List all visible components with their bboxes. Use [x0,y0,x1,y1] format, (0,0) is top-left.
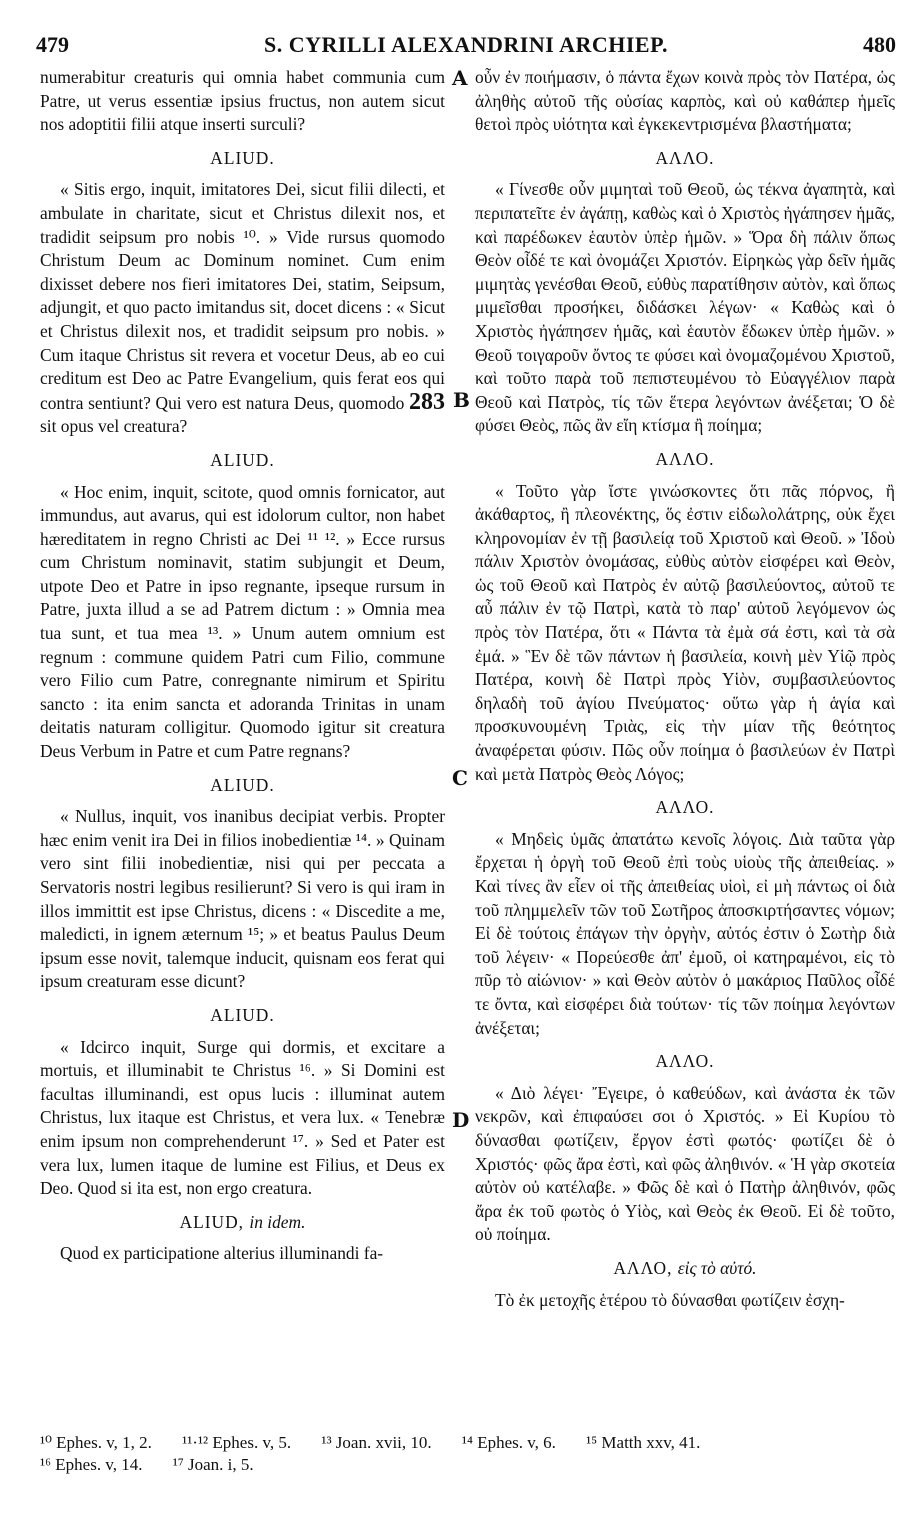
latin-paragraph-1 [40,178,445,439]
greek-heading-5-label: ΑΛΛΟ, [613,1257,673,1278]
footnote-13: ¹³ Joan. xvii, 10. [321,1433,432,1452]
footnote-10: ¹⁰ Ephes. v, 1, 2. [40,1433,152,1452]
footnote-row-2 [40,1454,895,1476]
latin-heading-5 [40,1211,445,1235]
column-number: 283 [409,388,445,415]
footnote-17: ¹⁷ Joan. i, 5. [172,1455,254,1474]
greek-paragraph-2: « Τοῦτο γὰρ ἴστε γινώσκοντες ὅτι πᾶς πόρνος, ἢ ἀκάθαρτος, ἢ πλεονέκτης, ὅς ἐστιν εἰδωλολάτρης, οὐκ ἔχει κληρονομίαν ἐν τῇ βασιλείᾳ τοῦ Χριστοῦ καὶ Θεοῦ. » Ἰδοὺ πάλιν Χριστὸν ὀνομάσας, εὐθὺς αὐτὸν εἰσφέρει καὶ Θεὸν, ὡς τοῦ Θεοῦ καὶ Πατρὸς ἐν αὐτῷ βασιλεύοντος, αὐτοῦ τε αὖ πάλιν ἐν τῷ Πατρὶ, κατὰ τὸ παρ' αὐτοῦ λεγόμενον ὡς πρὸς τὸν Πατέρα, ὅτι « Πάντα τὰ ἐμὰ σά ἐστι, καὶ τὰ σὰ ἐμά. » Ἓν δὲ τῶν πάντων ἡ βασιλεία, κοινὴ μὲν Υἱῷ πρὸς Πατέρα, κοινὴ δὲ Πατρὶ πρὸς Υἱὸν, συμβασιλεύοντος δηλαδὴ τοῦ ἁγίου Πνεύματος· οὕτω γὰρ ἡ ἁγία καὶ προσκυνουμένη Τριὰς, εἰς τὴν μίαν τῆς θεότητος ἀναφέρεται φύσιν. Πῶς οὖν ποίημα ὁ βασιλεύων ἐν Πατρὶ καὶ μετὰ Πατρὸς Θεὸς Λόγος; [475,480,895,784]
greek-paragraph-3: « Μηδεὶς ὑμᾶς ἀπατάτω κενοῖς λόγοις. Διὰ ταῦτα γὰρ ἔρχεται ἡ ὀργὴ τοῦ Θεοῦ ἐπὶ τοὺς υἱοὺς τῆς ἀπειθείας. » Καὶ τίνες ἂν εἶεν οἱ τῆς ἀπειθείας υἱοὶ, εἰ μὴ πάντως οἱ διὰ τοῦ πλημμελεῖν τῶν τοῦ Σωτῆρος ἀποσκιρτήσαντες νόμων; Εἰ δὲ τούτοις ἐπάγων τὴν ὀργὴν, αὐτός ἐστιν ὁ Σωτὴρ διὰ τοῦ λέγειν· « Πορεύεσθε ἀπ' ἐμοῦ, οἱ κατηραμένοι, εἰς τὸ πῦρ τὸ αἰώνιον· » καὶ Θεὸν αὐτὸν ὁ μακάριος Παῦλος οἶδέ τε ὄντα, καὶ εἰσφέρει διὰ τούτων· τίς τῶν ποίημα λεγόντων ἀνέξεται; [475,828,895,1038]
latin-column [40,66,445,1274]
greek-heading-4: ΑΛΛΟ. [655,1051,715,1072]
latin-paragraph-2: « Hoc enim, inquit, scitote, quod omnis fornicator, aut immundus, aut avarus, qui est idolorum cultor, non habet hæreditatem in regno Christi ac Dei ¹¹ ¹². » Ecce rursus cum Christum nominavit, statim subjungit et Deum, utpote Deo et Patre in ipso regnante, ipseque rursum in Patre, juxta illud a se ad Patrem dictum : » Omnia mea tua sunt, et tua mea ¹³. » Unum autem omnium est regnum : commune quidem Patri cum Filio, commune vero Filio cum Patre, conregnante nimirum et Spiritu sancto : ita enim sancta et adoranda Trinitas in unam deitatis naturam colligitur. Quomodo igitur sit creatura Deus Verbum in Patre et cum Patre regnans? [40,481,445,762]
latin-intro: numerabitur creaturis qui omnia habet communia cum Patre, ut verus essentiæ ipsius fructus, non autem sicut nos adoptitii filii atque inserti surculi? [40,67,445,135]
margin-letter-a: A [452,66,468,90]
latin-heading-1: ALIUD. [210,147,275,168]
running-title: S. CYRILLI ALEXANDRINI ARCHIEP. [263,32,669,57]
latin-paragraph-3: « Nullus, inquit, vos inanibus decipiat verbis. Propter hæc enim venit ira Dei in filios inobedientiæ ¹⁴. » Quinam vero sint filii inobedientiæ, nisi qui per peccata a Servatoris nostri legibus resilierunt? Si vero is qui iram in illos immittit est ipse Christus, dicens : « Discedite a me, maledicti, in ignem æternum ¹⁵; » et beatus Paulus Deum ipsum esse novit, talemque inducit, quisnam eos ferat qui ipsum creaturam esse dicunt? [40,806,445,992]
greek-heading-2: ΑΛΛΟ. [655,448,715,469]
margin-letter-d: D [452,1108,470,1132]
latin-heading-3: ALIUD. [210,774,275,795]
greek-intro: οὖν ἐν ποιήμασιν, ὁ πάντα ἔχων κοινὰ πρὸς τὸν Πατέρα, ὡς ἀληθὴς αὐτοῦ τῆς οὐσίας καρπὸς, καὶ οὐ καθάπερ ἡμεῖς θετοὶ πρὸς υἱότητα καὶ ἐγκεκεντρισμένα βλαστήματα; [475,67,895,135]
footnote-14: ¹⁴ Ephes. v, 6. [461,1433,556,1452]
latin-heading-2: ALIUD. [210,449,275,470]
greek-heading-5 [475,1257,895,1281]
greek-column [475,66,895,1320]
margin-letter-b: B [453,388,470,412]
latin-paragraph-1-end: sit opus vel creatura? [40,416,188,437]
footnote-11-12: ¹¹·¹² Ephes. v, 5. [182,1433,292,1452]
latin-heading-5-label: ALIUD, [179,1211,245,1232]
footnote-row-1 [40,1432,895,1454]
latin-paragraph-5: Quod ex participatione alterius illuminandi fa- [60,1243,384,1264]
latin-heading-5-sub: in idem. [249,1211,306,1232]
greek-heading-5-sub: εἰς τὸ αὐτό. [677,1257,757,1278]
latin-heading-4: ALIUD. [210,1004,275,1025]
page-number-left: 479 [36,32,69,57]
page-header [36,32,896,58]
footnotes [40,1432,895,1476]
page-number-right: 480 [863,32,896,57]
greek-paragraph-1: « Γίνεσθε οὖν μιμηταὶ τοῦ Θεοῦ, ὡς τέκνα ἀγαπητὰ, καὶ περιπατεῖτε ἐν ἀγάπῃ, καθὼς καὶ ὁ Χριστὸς ἠγάπησεν ἡμᾶς, καὶ παρέδωκεν ἑαυτὸν ὑπὲρ ἡμῶν. » Ὅρα δὴ πάλιν ὅπως Θεὸν οἶδέ τε καὶ ὀνομάζει Χριστόν. Εἰρηκὼς γὰρ δεῖν ἡμᾶς μιμητὰς γενέσθαι Θεοῦ, εὐθὺς παρατίθησιν αὐτὸν, καὶ ὅπως μιμεῖσθαι προσήκει, διδάσκει λέγων· « Καθὼς καὶ ὁ Χριστὸς ἠγάπησεν ἡμᾶς, καὶ ἑαυτὸν ἔδωκεν ὑπὲρ ἡμῶν. » Θεοῦ τοιγαροῦν ὄντος τε φύσει καὶ ὀνομαζομένου Χριστοῦ, καὶ τοῦτο παρὰ τοῦ πεπιστευμένου τὸ Εὐαγγέλιον παρὰ Θεοῦ καὶ Πατρὸς, τίς τῶν ἕτερα λεγόντων ἀνέξεται; Ὁ δὲ φύσει Θεὸς, πῶς ἂν εἴη κτίσμα ἢ ποίημα; [475,179,895,436]
footnote-15: ¹⁵ Matth xxv, 41. [586,1433,701,1452]
margin-letter-c: C [452,766,468,790]
footnote-16: ¹⁶ Ephes. v, 14. [40,1455,143,1474]
latin-paragraph-1-text: « Sitis ergo, inquit, imitatores Dei, sicut filii dilecti, et ambulate in charitate, sicut et Christus dilexit nos, et tradidit seipsum pro nobis ¹⁰. » Vide rursus quomodo Christum Deum ac Dominum nominet. Cum enim dixisset debere nos fieri imitatores Dei, statim, Seipsum, adjungit, et quo pacto imitandus sit, docet dicens : « Sicut et Christus dilexit nos, et tradidit seipsum pro nobis. » Cum itaque Christus sit revera et vocetur Deus, ab eo cui creditum est Deo ac Patre Evangelium, quis ferat eos qui contra sentiunt? Qui vero est natura Deus, quomodo [40,179,445,413]
greek-heading-1: ΑΛΛΟ. [655,147,715,168]
greek-heading-3: ΑΛΛΟ. [655,797,715,818]
greek-paragraph-4: « Διὸ λέγει· Ἔγειρε, ὁ καθεύδων, καὶ ἀνάστα ἐκ τῶν νεκρῶν, καὶ ἐπιφαύσει σοι ὁ Χριστός. » Εἰ Κυρίου τὸ δύνασθαι φωτίζειν, ἔργον ἐστὶ φωτός· φωτίζει δὲ ὁ Χριστός· φῶς ἄρα ἐστὶ, καὶ φῶς ἀληθινόν. « Ἡ γὰρ σκοτεία αὐτὸν οὐ κατέλαβε. » Φῶς δὲ καὶ ὁ Πατὴρ ἀληθινόν, φῶς ἄρα ἐκ τοῦ φωτὸς ὁ Υἱὸς, καὶ Θεὸς ἐκ Θεοῦ. Εἰ δὲ τοῦτο, οὐ ποίημα. [475,1082,895,1245]
greek-paragraph-5: Τὸ ἐκ μετοχῆς ἑτέρου τὸ δύνασθαι φωτίζειν ἐσχη- [495,1289,845,1310]
latin-paragraph-4: « Idcirco inquit, Surge qui dormis, et excitare a mortuis, et illuminabit te Christus ¹⁶. » Si Domini est facultas illuminandi, est opus lucis : illuminat autem Christus, lux itaque est Christus, et vera lux. « Tenebræ enim ipsum non comprehenderunt ¹⁷. » Sed et Pater est vera lux, lumen itaque de lumine est Filius, et Deus ex Deo. Quod si ita est, non ergo creatura. [40,1036,445,1199]
